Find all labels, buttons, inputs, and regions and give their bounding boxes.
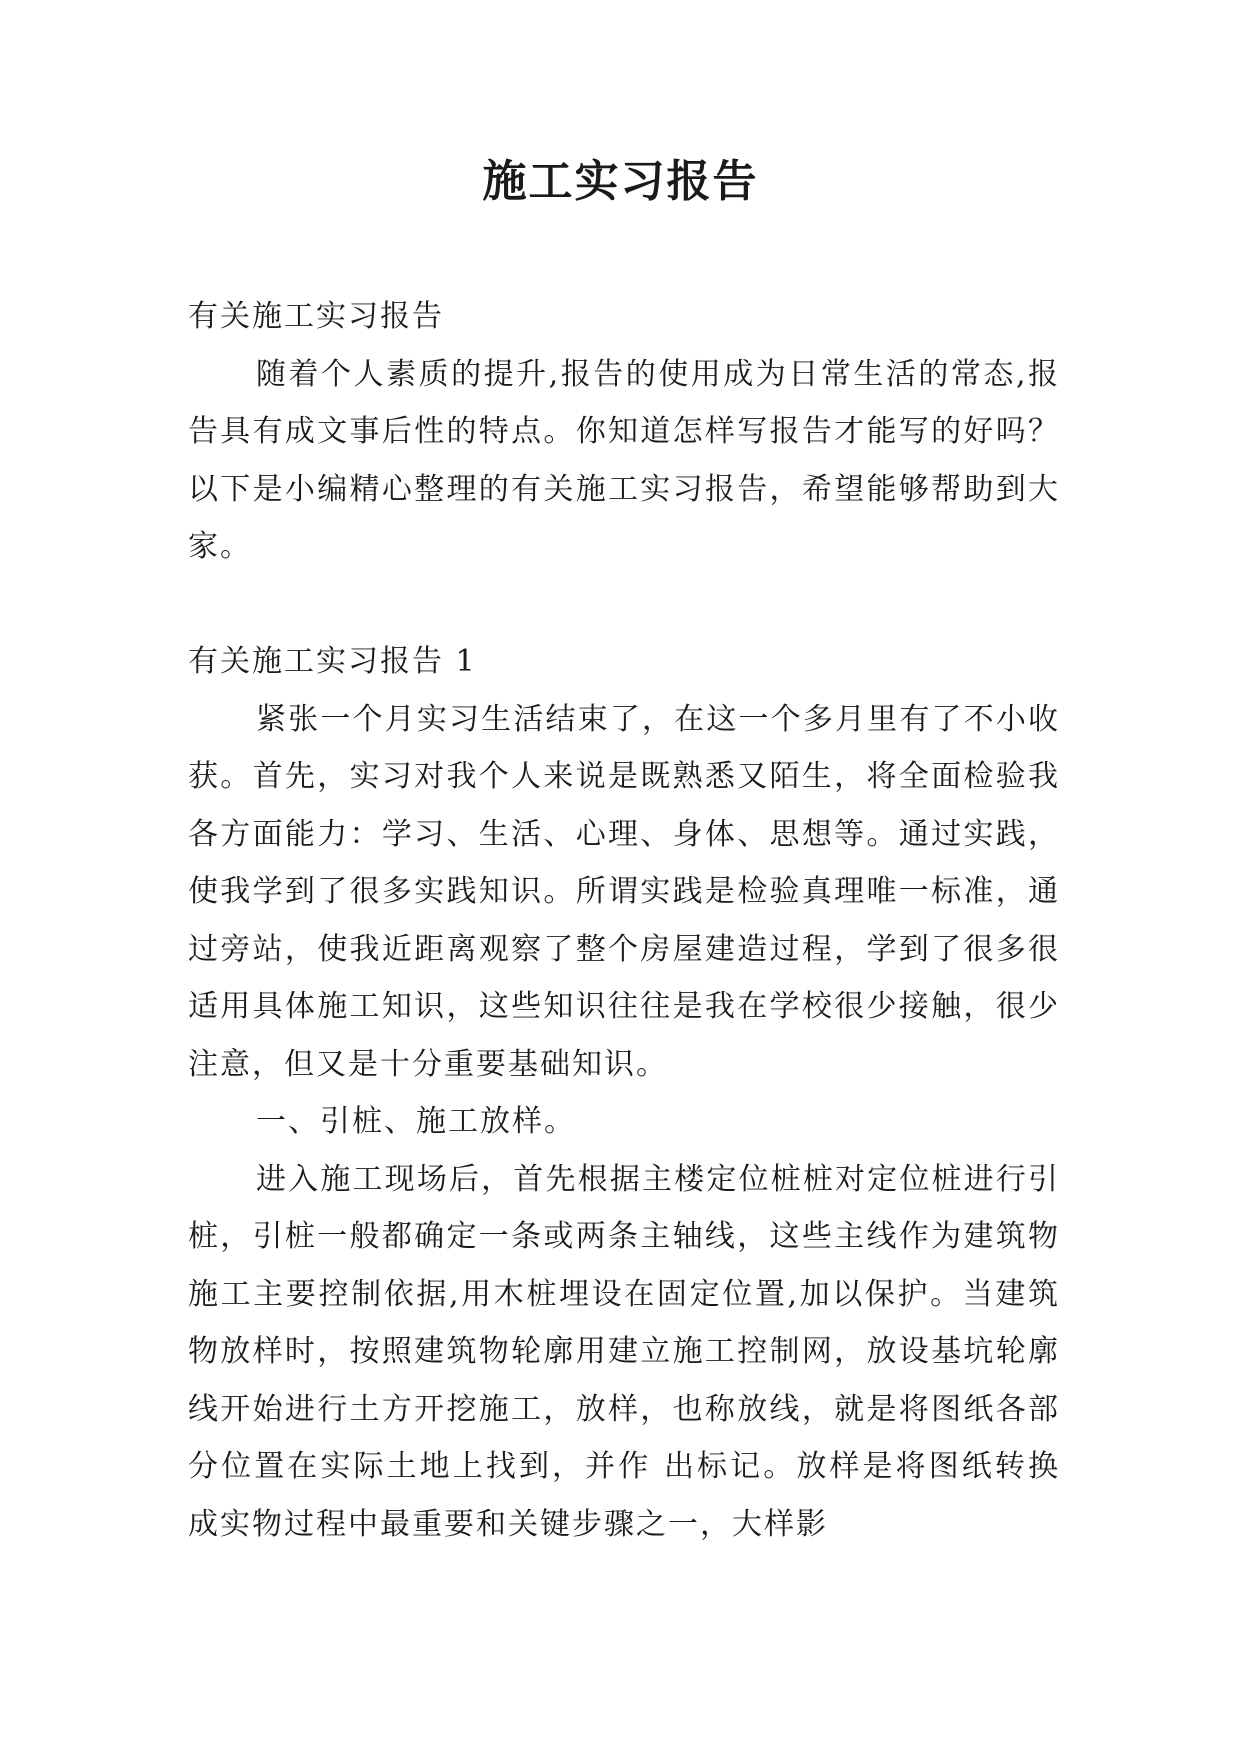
intro-paragraph: 随着个人素质的提升,报告的使用成为日常生活的常态,报告具有成文事后性的特点。你知道怎样写报告才能写的好吗？以下是小编精心整理的有关施工实习报告，希望能够帮助到大家。 [188, 356, 1060, 564]
document-title: 施工实习报告 [482, 156, 759, 207]
paragraph-spacer [188, 576, 1060, 634]
section1-paragraph: 紧张一个月实习生活结束了，在这一个多月里有了不小收获。首先，实习对我个人来说是既熟悉又陌生，将全面检验我各方面能力：学习、生活、心理、身体、思想等。通过实践，使我学到了很多实践知识。所谓实践是检验真理唯一标准，通过旁站，使我近距离观察了整个房屋建造过程，学到了很多很适用具体施工知识，这些知识往往是我在学校很少接触，很少注意，但又是十分重要基础知识。 [188, 701, 1060, 1082]
section1-heading: 有关施工实习报告 1 [188, 644, 477, 679]
subsection1-heading: 一、引桩、施工放样。 [256, 1104, 576, 1139]
intro-heading: 有关施工实习报告 [188, 299, 444, 334]
subsection1-paragraph: 进入施工现场后，首先根据主楼定位桩桩对定位桩进行引桩，引桩一般都确定一条或两条主轴线，这些主线作为建筑物施工主要控制依据,用木桩埋设在固定位置,加以保护。当建筑物放样时，按照建筑物轮廓用建立施工控制网，放设基坑轮廓线开始进行土方开挖施工，放样，也称放线，就是将图纸各部分位置在实际土地上找到，并作 出标记。放样是将图纸转换成实物过程中最重要和关键步骤之一，大样影 [188, 1161, 1060, 1542]
document-body [188, 288, 1060, 1553]
